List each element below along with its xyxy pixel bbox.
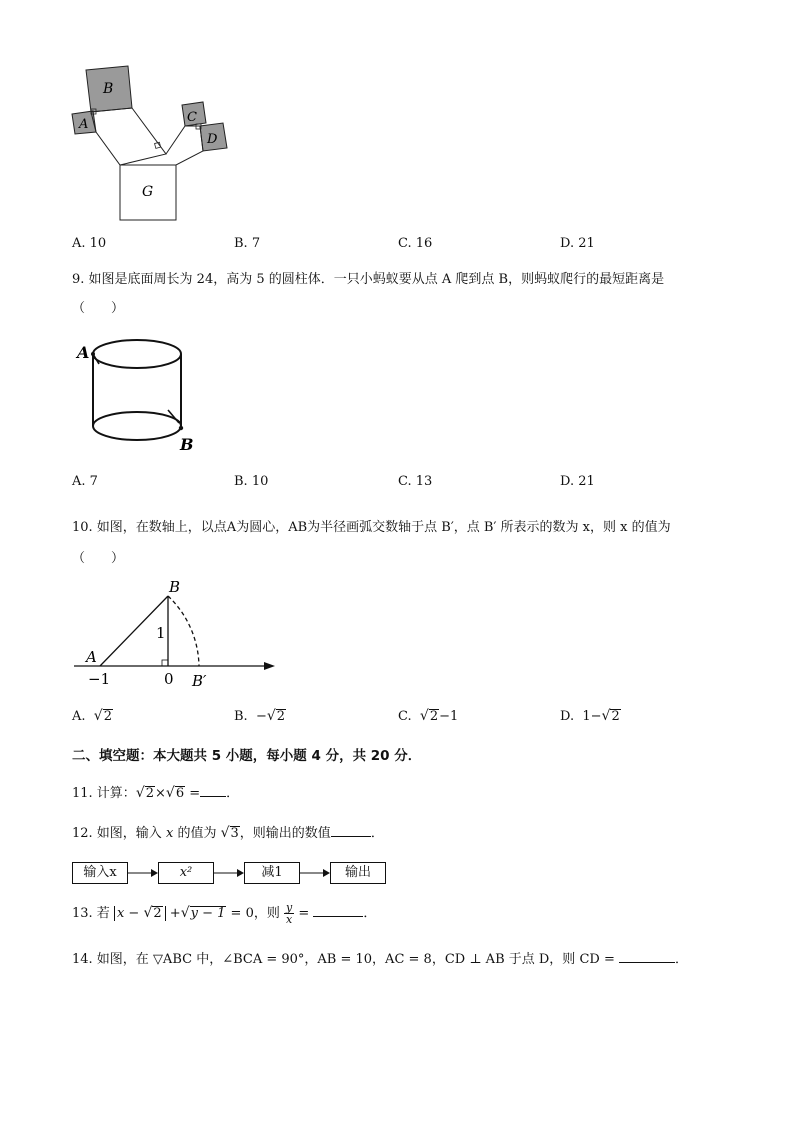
cyl-label-b: B — [180, 435, 194, 454]
nl-label-b: B — [169, 578, 181, 596]
flow-input-box: 输入x — [72, 862, 128, 884]
nl-label-a: A — [86, 648, 97, 666]
q13-blank[interactable] — [313, 904, 363, 917]
q9-option-b: B. 10 — [234, 474, 269, 489]
q8-option-c: C. 16 — [398, 236, 433, 251]
section2-heading: 二、填空题：本大题共 5 小题，每小题 4 分，共 20 分． — [72, 748, 422, 764]
q10-text: 10. 如图，在数轴上，以点A为圆心，AB为半径画弧交数轴于点 B′，点 B′ 所表示的数为 x，则 x 的值为 — [72, 520, 671, 535]
q9-option-a: A. 7 — [72, 474, 98, 489]
nl-label-neg1: −1 — [88, 670, 111, 688]
q8-option-a: A. 10 — [72, 236, 107, 251]
label-d: D — [207, 132, 218, 147]
flow-arrow-1 — [127, 866, 159, 880]
q12: 12. 如图，输入 x 的值为 √3，则输出的数值 ． — [72, 825, 384, 841]
q9-option-d: D. 21 — [560, 474, 595, 489]
squares-figure — [60, 58, 240, 228]
cylinder-figure — [72, 330, 212, 460]
q9-paren: （ ） — [72, 301, 125, 316]
flow-minus-box: 减1 — [244, 862, 300, 884]
flow-square-box: x² — [158, 862, 214, 884]
triangle-lines-left — [91, 108, 166, 165]
number-line-figure — [70, 576, 290, 691]
q8-option-b: B. 7 — [234, 236, 261, 251]
nl-label-bprime: B′ — [192, 672, 207, 690]
q9-option-c: C. 13 — [398, 474, 433, 489]
flow-output-box: 输出 — [330, 862, 386, 884]
label-a: A — [79, 117, 89, 132]
q14: 14. 如图，在 ▽ABC 中，∠BCA = 90°，AB = 10，AC = 8，CD ⊥ AB 于点 D，则 CD = ． — [72, 952, 688, 967]
q13: 13. 若 x − √2 +√y − 1 = 0，则 $\frac{y}{x}$ = ． — [72, 901, 377, 926]
q13-fraction: $\frac{y}{x}$ — [285, 901, 293, 926]
q10-option-d: D. 1−√2 — [560, 708, 620, 724]
label-b: B — [103, 81, 114, 97]
cyl-label-a: A — [77, 343, 90, 362]
flow-arrow-2 — [213, 866, 245, 880]
q9-text: 9. 如图是底面周长为 24，高为 5 的圆柱体．一只小蚂蚁要从点 A 爬到点 B，则蚂蚁爬行的最短距离是 — [72, 272, 665, 287]
label-c: C — [187, 110, 197, 125]
q11: 11. 计算：√2×√6 = ． — [72, 785, 240, 801]
q11-blank[interactable] — [200, 784, 226, 797]
q10-option-a: A. √2 — [72, 708, 112, 724]
q12-blank[interactable] — [331, 824, 371, 837]
q14-blank[interactable] — [619, 950, 675, 963]
triangle-lines-right — [120, 126, 203, 165]
nl-label-one: 1 — [156, 624, 166, 642]
label-g: G — [142, 184, 154, 200]
q8-option-d: D. 21 — [560, 236, 595, 251]
flow-arrow-3 — [299, 866, 331, 880]
nl-label-zero: 0 — [164, 670, 174, 688]
q10-option-c: C. √2−1 — [398, 708, 459, 724]
q10-paren: （ ） — [72, 551, 125, 566]
q10-option-b: B. −√2 — [234, 708, 286, 724]
